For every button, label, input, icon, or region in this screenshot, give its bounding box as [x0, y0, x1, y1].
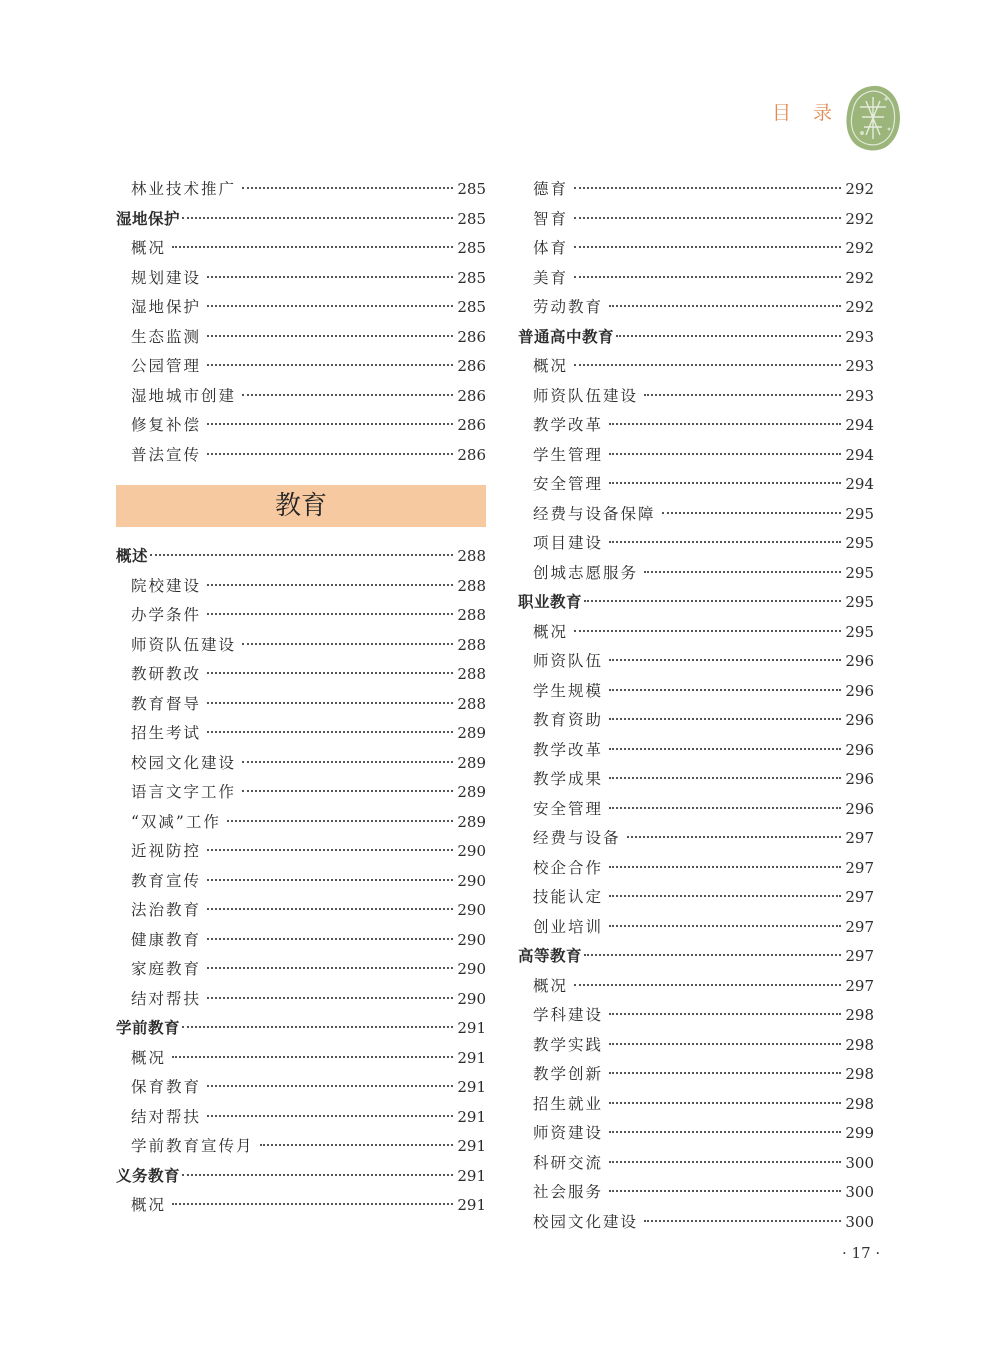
- toc-entry-page: 294: [845, 416, 874, 434]
- toc-entry-page: 286: [457, 445, 486, 464]
- toc-entry-label: 师资队伍建设: [131, 635, 237, 654]
- toc-entry-page: 300: [845, 1212, 874, 1231]
- dot-leader: [644, 394, 841, 396]
- dot-leader: [242, 187, 453, 189]
- toc-entry[interactable]: [518, 1001, 874, 1031]
- dot-leader: [609, 1190, 841, 1192]
- toc-entry[interactable]: [518, 175, 874, 205]
- toc-entry-page: 288: [457, 576, 486, 595]
- toc-entry-page: 285: [457, 180, 486, 198]
- toc-entry[interactable]: [518, 441, 874, 471]
- dot-leader: [584, 600, 841, 602]
- toc-entry-label: 学生规模: [533, 681, 604, 700]
- toc-entry[interactable]: [518, 264, 874, 294]
- toc-entry-label: 招生考试: [131, 724, 202, 742]
- toc-entry[interactable]: [518, 1031, 874, 1061]
- toc-entry-page: 286: [457, 416, 486, 434]
- toc-entry-page: 296: [845, 652, 874, 670]
- toc-entry-label: 办学条件: [131, 606, 202, 624]
- toc-entry-page: 290: [457, 842, 486, 860]
- toc-entry-label: 湿地保护: [116, 209, 181, 228]
- dot-leader: [609, 453, 841, 455]
- toc-section-entry[interactable]: [518, 588, 874, 618]
- toc-entry-label: 生态监测: [131, 327, 202, 346]
- dot-leader: [207, 731, 453, 733]
- toc-entry-label: 科研交流: [533, 1153, 604, 1172]
- toc-entry-label: 德育: [533, 180, 569, 198]
- toc-entry[interactable]: [518, 706, 874, 736]
- toc-entry[interactable]: [518, 972, 874, 1002]
- toc-entry-page: 297: [845, 917, 874, 936]
- toc-entry[interactable]: [518, 382, 874, 412]
- dot-leader: [609, 718, 841, 720]
- toc-entry[interactable]: [116, 690, 486, 720]
- toc-entry[interactable]: [518, 913, 874, 943]
- toc-entry-label: 招生就业: [533, 1094, 604, 1113]
- dot-leader: [227, 820, 454, 822]
- toc-entry-label: 结对帮扶: [131, 1107, 202, 1126]
- dot-leader: [207, 849, 453, 851]
- dot-leader: [609, 423, 841, 425]
- toc-entry-label: 教育资助: [533, 711, 604, 729]
- toc-right-column: [518, 175, 874, 1237]
- toc-entry-label: 公园管理: [131, 357, 202, 375]
- toc-entry[interactable]: [518, 352, 874, 382]
- toc-entry[interactable]: [518, 205, 874, 235]
- dot-leader: [182, 1026, 453, 1028]
- toc-entry-page: 296: [845, 770, 874, 788]
- toc-entry-label: 健康教育: [131, 930, 202, 949]
- toc-entry-page: 291: [457, 1019, 486, 1037]
- toc-entry-page: 295: [845, 622, 874, 641]
- dot-leader: [609, 1072, 841, 1074]
- toc-entry-page: 285: [457, 239, 486, 257]
- dot-leader: [609, 866, 841, 868]
- toc-entry[interactable]: [518, 411, 874, 441]
- toc-entry-label: 创业培训: [533, 917, 604, 936]
- toc-entry-page: 291: [457, 1196, 486, 1214]
- toc-entry-page: 296: [845, 740, 874, 759]
- toc-entry[interactable]: [518, 1208, 874, 1238]
- toc-entry[interactable]: [116, 1191, 486, 1221]
- dot-leader: [574, 217, 841, 219]
- toc-entry-page: 297: [845, 858, 874, 877]
- toc-entry-label: 概况: [131, 1048, 167, 1067]
- dot-leader: [242, 394, 453, 396]
- toc-entry-label: 近视防控: [131, 842, 202, 860]
- dot-leader: [609, 895, 841, 897]
- toc-entry-page: 289: [457, 724, 486, 742]
- toc-entry-page: 285: [457, 209, 486, 228]
- page-number: · 17 ·: [842, 1244, 881, 1262]
- toc-entry-page: 290: [457, 930, 486, 949]
- toc-entry-label: 美育: [533, 268, 569, 287]
- toc-entry[interactable]: [518, 470, 874, 500]
- toc-entry-page: 286: [457, 357, 486, 375]
- dot-leader: [207, 908, 453, 910]
- toc-entry[interactable]: [116, 1073, 486, 1103]
- toc-entry-page: 298: [845, 1065, 874, 1083]
- toc-entry-label: 普法宣传: [131, 445, 202, 464]
- toc-entry-page: 298: [845, 1006, 874, 1024]
- dot-leader: [609, 925, 841, 927]
- dot-leader: [609, 748, 841, 750]
- toc-entry-page: 288: [457, 606, 486, 624]
- dot-leader: [182, 217, 453, 219]
- toc-entry-label: 院校建设: [131, 576, 202, 595]
- toc-entry[interactable]: [116, 293, 486, 323]
- toc-entry-page: 292: [845, 209, 874, 228]
- toc-entry-page: 288: [457, 694, 486, 713]
- toc-entry[interactable]: [116, 926, 486, 956]
- toc-entry-label: 修复补偿: [131, 416, 202, 434]
- toc-entry[interactable]: [116, 1044, 486, 1074]
- toc-entry-page: 286: [457, 386, 486, 405]
- toc-entry[interactable]: [116, 719, 486, 749]
- toc-entry-label: 校园文化建设: [533, 1212, 639, 1231]
- toc-entry[interactable]: [518, 736, 874, 766]
- toc-entry[interactable]: [116, 749, 486, 779]
- dot-leader: [207, 613, 453, 615]
- toc-entry[interactable]: [518, 677, 874, 707]
- toc-entry[interactable]: [518, 1149, 874, 1179]
- toc-entry-label: 智育: [533, 209, 569, 228]
- toc-entry-page: 285: [457, 298, 486, 316]
- dot-leader: [574, 276, 841, 278]
- dot-leader: [182, 1174, 453, 1176]
- toc-entry-label: 经费与设备保障: [533, 504, 656, 523]
- toc-entry-page: 290: [457, 989, 486, 1008]
- toc-entry-label: 教学成果: [533, 770, 604, 788]
- toc-entry[interactable]: [116, 631, 486, 661]
- toc-entry-label: 概况: [533, 622, 569, 641]
- toc-entry-page: 285: [457, 268, 486, 287]
- toc-entry-page: 294: [845, 445, 874, 464]
- toc-entry-page: 292: [845, 239, 874, 257]
- toc-entry-page: 289: [457, 753, 486, 772]
- toc-entry[interactable]: [116, 867, 486, 897]
- toc-entry-page: 293: [845, 386, 874, 405]
- toc-section-entry[interactable]: [116, 542, 486, 572]
- toc-entry[interactable]: [518, 293, 874, 323]
- toc-entry-page: 292: [845, 180, 874, 198]
- toc-entry-label: 校园文化建设: [131, 753, 237, 772]
- section-banner-education: 教育: [116, 485, 486, 527]
- toc-section-entry[interactable]: [116, 1162, 486, 1192]
- dot-leader: [260, 1144, 454, 1146]
- dot-leader: [207, 997, 453, 999]
- dot-leader: [609, 807, 841, 809]
- dot-leader: [609, 541, 841, 543]
- toc-entry-label: 经费与设备: [533, 829, 621, 847]
- toc-entry-label: 湿地城市创建: [131, 386, 237, 405]
- toc-entry-page: 297: [845, 888, 874, 906]
- toc-entry-label: 师资队伍建设: [533, 386, 639, 405]
- toc-entry-label: 义务教育: [116, 1166, 181, 1185]
- toc-entry-label: 湿地保护: [131, 298, 202, 316]
- dot-leader: [662, 512, 842, 514]
- toc-entry-label: 学生管理: [533, 445, 604, 464]
- toc-entry-label: 概况: [131, 1196, 167, 1214]
- toc-entry-page: 291: [457, 1078, 486, 1096]
- toc-entry-label: 法治教育: [131, 901, 202, 919]
- toc-entry[interactable]: [116, 601, 486, 631]
- toc-entry-label: “双减”工作: [131, 812, 221, 831]
- toc-entry-label: 规划建设: [131, 268, 202, 287]
- toc-entry[interactable]: [116, 896, 486, 926]
- toc-entry-page: 289: [457, 783, 486, 801]
- toc-entry-page: 296: [845, 681, 874, 700]
- dot-leader: [207, 305, 453, 307]
- toc-entry[interactable]: [518, 765, 874, 795]
- toc-entry-page: 290: [457, 871, 486, 890]
- toc-entry[interactable]: [116, 808, 486, 838]
- toc-entry[interactable]: [116, 352, 486, 382]
- toc-entry-page: 295: [845, 563, 874, 582]
- toc-entry[interactable]: [518, 795, 874, 825]
- toc-entry-page: 289: [457, 812, 486, 831]
- toc-section-entry[interactable]: [116, 205, 486, 235]
- dot-leader: [207, 423, 453, 425]
- toc-entry-label: 项目建设: [533, 534, 604, 552]
- toc-entry-label: 语言文字工作: [131, 783, 237, 801]
- toc-entry[interactable]: [518, 529, 874, 559]
- dot-leader: [207, 938, 453, 940]
- dot-leader: [207, 453, 453, 455]
- dot-leader: [150, 554, 453, 556]
- dot-leader: [609, 1161, 841, 1163]
- dot-leader: [207, 967, 453, 969]
- toc-entry[interactable]: [518, 824, 874, 854]
- dot-leader: [609, 659, 841, 661]
- toc-entry-page: 291: [457, 1048, 486, 1067]
- toc-entry-page: 290: [457, 901, 486, 919]
- toc-entry[interactable]: [518, 647, 874, 677]
- toc-entry-page: 300: [845, 1183, 874, 1201]
- toc-entry[interactable]: [518, 559, 874, 589]
- toc-entry[interactable]: [518, 1060, 874, 1090]
- toc-entry-page: 300: [845, 1153, 874, 1172]
- dot-leader: [207, 1115, 453, 1117]
- dot-leader: [207, 672, 453, 674]
- dot-leader: [627, 836, 842, 838]
- toc-entry-label: 普通高中教育: [518, 327, 615, 346]
- toc-entry-label: 安全管理: [533, 799, 604, 818]
- toc-entry-page: 295: [845, 504, 874, 523]
- toc-entry-label: 教学实践: [533, 1035, 604, 1054]
- toc-entry-label: 职业教育: [518, 593, 583, 611]
- toc-entry-label: 师资建设: [533, 1124, 604, 1142]
- toc-entry[interactable]: [116, 441, 486, 471]
- dot-leader: [207, 879, 453, 881]
- dot-leader: [616, 335, 841, 337]
- toc-entry-label: 概况: [131, 239, 167, 257]
- toc-entry[interactable]: [116, 234, 486, 264]
- dot-leader: [574, 187, 841, 189]
- toc-entry[interactable]: [116, 572, 486, 602]
- toc-entry[interactable]: [116, 1132, 486, 1162]
- toc-entry-page: 291: [457, 1137, 486, 1155]
- green-seal-icon: [842, 83, 904, 153]
- toc-entry[interactable]: [518, 500, 874, 530]
- dot-leader: [609, 1043, 841, 1045]
- toc-entry-page: 286: [457, 327, 486, 346]
- dot-leader: [644, 571, 841, 573]
- toc-entry-label: 教育宣传: [131, 871, 202, 890]
- toc-entry-page: 295: [845, 534, 874, 552]
- toc-section-entry[interactable]: [116, 1014, 486, 1044]
- dot-leader: [207, 1085, 453, 1087]
- dot-leader: [609, 1013, 841, 1015]
- dot-leader: [207, 364, 453, 366]
- toc-left-top-list: [116, 175, 486, 470]
- dot-leader: [609, 777, 841, 779]
- toc-entry-label: 学科建设: [533, 1006, 604, 1024]
- toc-entry-label: 教学创新: [533, 1065, 604, 1083]
- toc-entry[interactable]: [116, 660, 486, 690]
- toc-right-list: [518, 175, 874, 1237]
- toc-entry-page: 296: [845, 799, 874, 818]
- toc-entry-label: 学前教育宣传月: [131, 1137, 254, 1155]
- toc-entry-label: 安全管理: [533, 475, 604, 493]
- toc-entry-page: 288: [457, 665, 486, 683]
- toc-entry-label: 校企合作: [533, 858, 604, 877]
- toc-entry-page: 292: [845, 298, 874, 316]
- dot-leader: [574, 630, 841, 632]
- toc-entry-page: 293: [845, 327, 874, 346]
- dot-leader: [172, 1056, 453, 1058]
- toc-entry-page: 291: [457, 1166, 486, 1185]
- toc-entry-label: 教学改革: [533, 740, 604, 759]
- toc-entry[interactable]: [116, 837, 486, 867]
- toc-entry-label: 劳动教育: [533, 298, 604, 316]
- toc-entry[interactable]: [116, 955, 486, 985]
- toc-entry-label: 结对帮扶: [131, 989, 202, 1008]
- toc-entry-page: 293: [845, 357, 874, 375]
- toc-entry[interactable]: [518, 1090, 874, 1120]
- toc-entry-label: 教研教改: [131, 665, 202, 683]
- toc-entry[interactable]: [116, 985, 486, 1015]
- toc-entry-page: 295: [845, 593, 874, 611]
- dot-leader: [574, 246, 841, 248]
- toc-entry-label: 师资队伍: [533, 652, 604, 670]
- dot-leader: [207, 276, 453, 278]
- dot-leader: [242, 761, 453, 763]
- toc-entry-page: 294: [845, 475, 874, 493]
- toc-entry-page: 299: [845, 1124, 874, 1142]
- page-header-title: 目 录: [772, 102, 841, 124]
- dot-leader: [172, 1203, 453, 1205]
- toc-entry-label: 体育: [533, 239, 569, 257]
- dot-leader: [242, 790, 453, 792]
- toc-entry[interactable]: [518, 618, 874, 648]
- toc-entry-label: 社会服务: [533, 1183, 604, 1201]
- toc-entry-page: 290: [457, 960, 486, 978]
- toc-entry-label: 概述: [116, 547, 149, 565]
- toc-left-column: [116, 175, 486, 1221]
- toc-entry-label: 学前教育: [116, 1019, 181, 1037]
- toc-entry[interactable]: [518, 854, 874, 884]
- dot-leader: [644, 1220, 841, 1222]
- toc-entry-label: 保育教育: [131, 1078, 202, 1096]
- toc-entry-page: 292: [845, 268, 874, 287]
- toc-section-entry[interactable]: [518, 323, 874, 353]
- toc-entry-label: 教学改革: [533, 416, 604, 434]
- dot-leader: [609, 1131, 841, 1133]
- toc-entry-page: 296: [845, 711, 874, 729]
- toc-entry-page: 288: [457, 635, 486, 654]
- toc-entry-label: 教育督导: [131, 694, 202, 713]
- toc-entry-page: 291: [457, 1107, 486, 1126]
- toc-entry[interactable]: [116, 382, 486, 412]
- dot-leader: [207, 584, 453, 586]
- toc-entry-page: 297: [845, 947, 874, 965]
- toc-entry[interactable]: [116, 411, 486, 441]
- toc-entry-label: 高等教育: [518, 947, 583, 965]
- toc-entry-page: 288: [457, 547, 486, 565]
- toc-entry-page: 298: [845, 1035, 874, 1054]
- toc-entry-page: 297: [845, 976, 874, 995]
- toc-entry[interactable]: [518, 1178, 874, 1208]
- toc-entry[interactable]: [116, 175, 486, 205]
- dot-leader: [609, 482, 841, 484]
- dot-leader: [584, 954, 841, 956]
- dot-leader: [609, 305, 841, 307]
- toc-entry-page: 298: [845, 1094, 874, 1113]
- toc-entry[interactable]: [116, 1103, 486, 1133]
- toc-entry-label: 林业技术推广: [131, 180, 237, 198]
- toc-entry[interactable]: [116, 778, 486, 808]
- toc-entry-page: 297: [845, 829, 874, 847]
- toc-entry[interactable]: [116, 323, 486, 353]
- dot-leader: [172, 246, 453, 248]
- dot-leader: [609, 1102, 841, 1104]
- toc-entry-label: 技能认定: [533, 888, 604, 906]
- dot-leader: [207, 702, 453, 704]
- toc-entry-label: 概况: [533, 976, 569, 995]
- toc-left-bottom-list: [116, 542, 486, 1221]
- toc-entry[interactable]: [518, 883, 874, 913]
- dot-leader: [207, 335, 453, 337]
- toc-entry-label: 概况: [533, 357, 569, 375]
- dot-leader: [574, 984, 841, 986]
- toc-entry[interactable]: [116, 264, 486, 294]
- toc-entry[interactable]: [518, 234, 874, 264]
- toc-entry[interactable]: [518, 1119, 874, 1149]
- toc-entry-label: 家庭教育: [131, 960, 202, 978]
- dot-leader: [242, 643, 453, 645]
- dot-leader: [574, 364, 841, 366]
- toc-entry-label: 创城志愿服务: [533, 563, 639, 582]
- dot-leader: [609, 689, 841, 691]
- toc-section-entry[interactable]: [518, 942, 874, 972]
